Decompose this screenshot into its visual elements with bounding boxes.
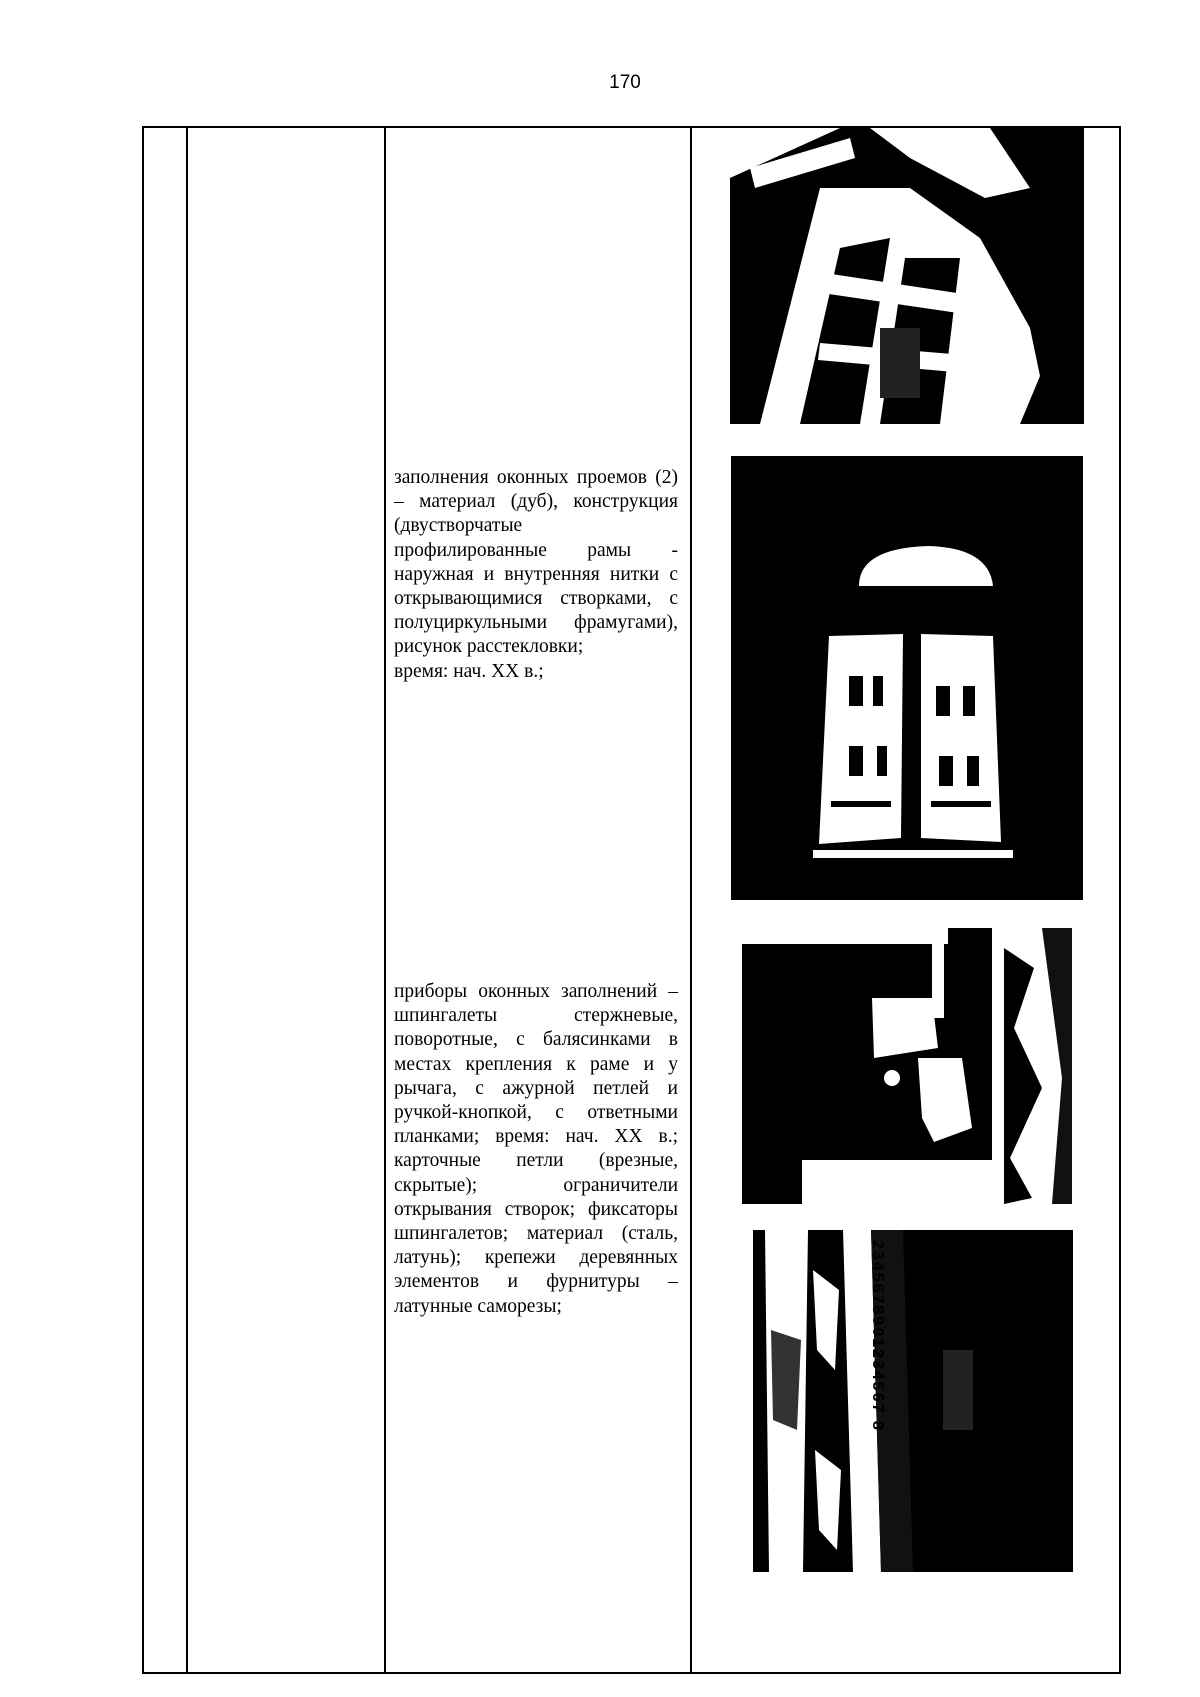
column-divider-1 bbox=[186, 128, 188, 1672]
window-fillings-time: время: нач. XX в.; bbox=[394, 660, 544, 682]
register-table bbox=[142, 126, 1121, 1674]
photo-espagnolette-detail bbox=[742, 928, 1072, 1204]
column-divider-3 bbox=[690, 128, 692, 1672]
window-fillings-description bbox=[394, 466, 678, 684]
column-divider-2 bbox=[384, 128, 386, 1672]
window-fillings-text: заполнения оконных проемов (2) – материал (дуб), конструкция (двустворчатые профилированные рамы - наружная и внутренняя нитки с открывающимися створками, с полуциркульными фрамугами), рисунок расстекловки; bbox=[394, 467, 678, 658]
photo-arched-window bbox=[731, 456, 1083, 900]
photo-window-frame-upper bbox=[730, 128, 1084, 424]
page-number: 170 bbox=[609, 72, 641, 93]
photo-frame-with-ruler bbox=[753, 1230, 1073, 1572]
window-hardware-description bbox=[394, 980, 678, 1319]
window-hardware-text: приборы оконных заполнений – шпингалеты стержневые, поворотные, с балясинками в местах крепления к раме и у рычага, с ажурной петлей и ручкой-кнопкой, с ответными планками; время: нач. XX в.; карточные петли (врезные, скрытые); ограничители открывания створок; фиксаторы шпингалетов; материал (сталь, латунь); крепежи деревянных элементов и фурнитуры – латунные саморезы; bbox=[394, 981, 678, 1317]
ruler-digits: 2345678901234567 8 bbox=[869, 1240, 886, 1432]
